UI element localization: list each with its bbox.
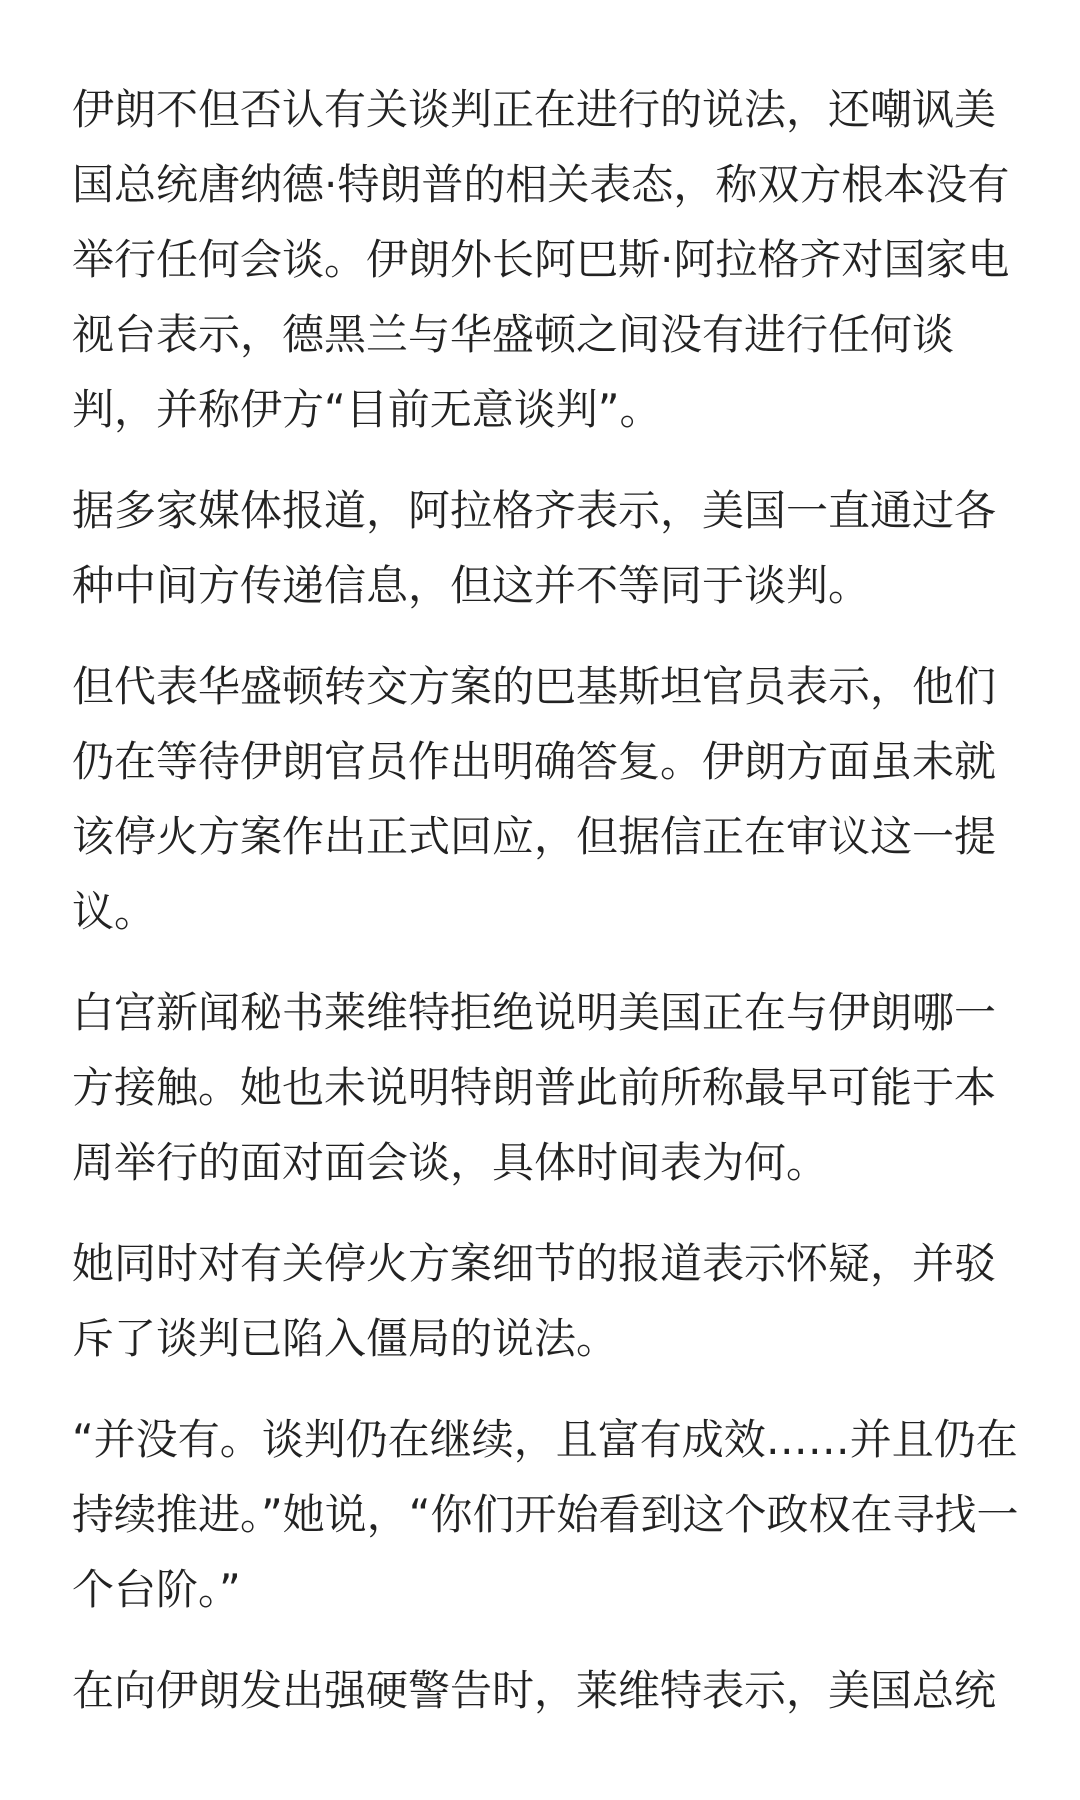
paragraph-pakistan-officials: 但代表华盛顿转交方案的巴基斯坦官员表示，他们仍在等待伊朗官员作出明确答复。伊朗方面虽未就该停火方案作出正式回应，但据信正在审议这一提议。 xyxy=(72,662,997,936)
paragraph-iran-denial: 伊朗不但否认有关谈判正在进行的说法，还嘲讽美国总统唐纳德·特朗普的相关表态，称双方根本没有举行任何会谈。伊朗外长阿巴斯·阿拉格齐对国家电视台表示，德黑兰与华盛顿之间没有进行任何谈判，并称伊方“目前无意谈判”。 xyxy=(72,85,1010,434)
paragraph-leavitt-quote: “并没有。谈判仍在继续，且富有成效……并且仍在持续推进。”她说，“你们开始看到这个政权在寻找一个台阶。” xyxy=(72,1415,1019,1614)
paragraph-leavitt-warning: 在向伊朗发出强硬警告时，莱维特表示，美国总统 xyxy=(72,1666,997,1715)
article-body xyxy=(72,72,1022,1728)
paragraph-araghchi-mediators: 据多家媒体报道，阿拉格齐表示，美国一直通过各种中间方传递信息，但这并不等同于谈判。 xyxy=(72,486,997,610)
paragraph-leavitt-doubts: 她同时对有关停火方案细节的报道表示怀疑，并驳斥了谈判已陷入僵局的说法。 xyxy=(72,1239,997,1363)
paragraph-leavitt-contacts: 白宫新闻秘书莱维特拒绝说明美国正在与伊朗哪一方接触。她也未说明特朗普此前所称最早可能于本周举行的面对面会谈，具体时间表为何。 xyxy=(72,988,997,1187)
